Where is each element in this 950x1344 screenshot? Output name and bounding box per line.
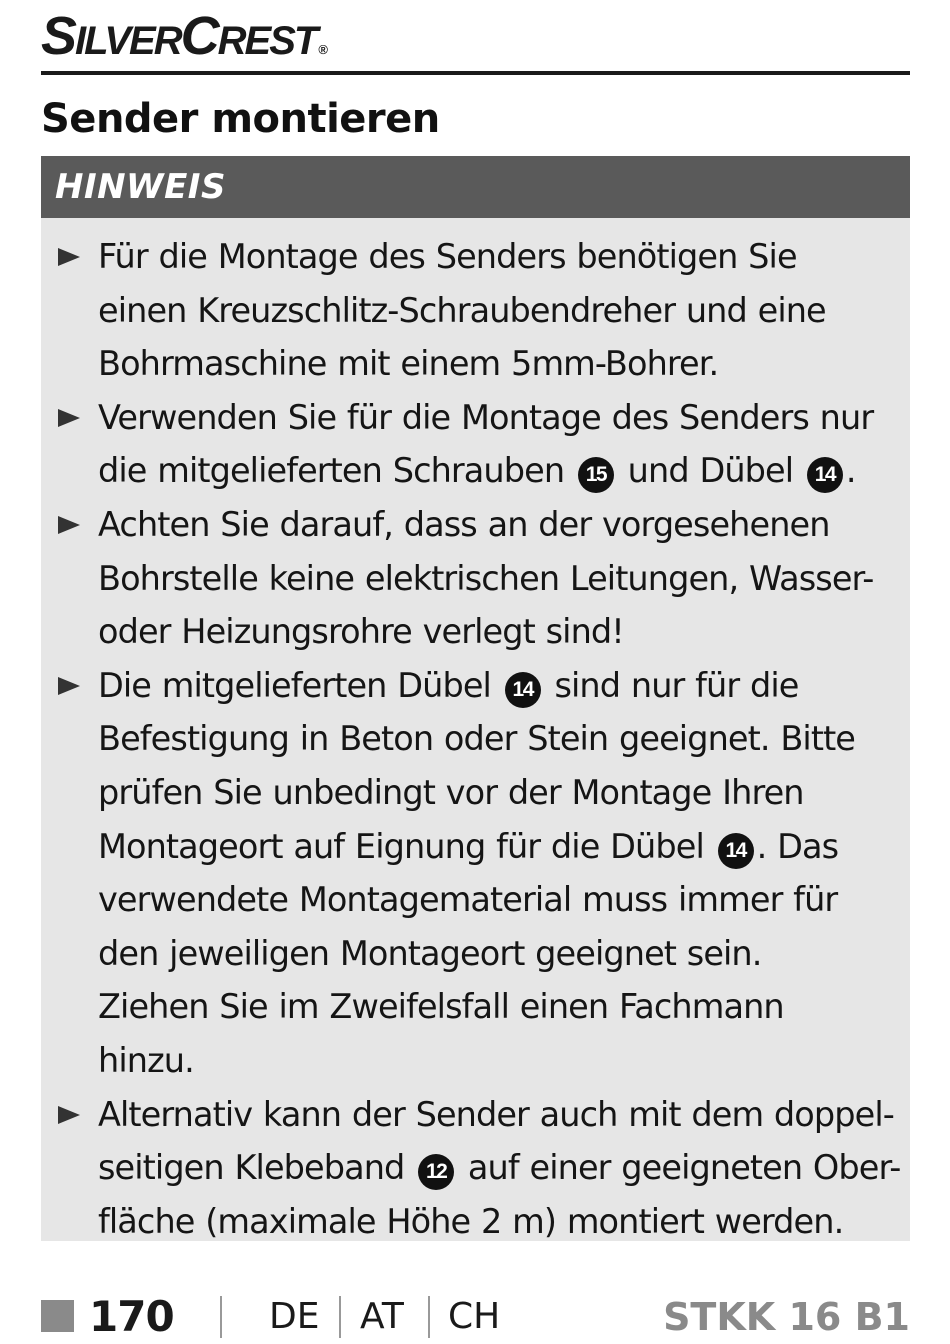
text-segment: verwendete Montagematerial muss immer für xyxy=(98,880,838,920)
text-segment: . Das xyxy=(756,826,839,866)
text-line xyxy=(98,337,900,391)
text-segment: Für die Montage des Senders benötigen Sie xyxy=(98,237,797,276)
text-line xyxy=(98,659,900,713)
text-line xyxy=(98,605,900,659)
text-segment: Achten Sie darauf, dass an der vorgesehenen xyxy=(98,504,830,544)
text-segment: den jeweiligen Montageort geeignet sein. xyxy=(98,933,762,973)
text-line xyxy=(98,1195,900,1249)
note-item-text xyxy=(98,659,900,1088)
text-line xyxy=(98,873,900,927)
part-number-badge: 14 xyxy=(718,833,754,869)
note-list-item xyxy=(41,230,900,391)
text-segment: Verwenden Sie für die Montage des Senders nur xyxy=(98,397,874,437)
text-line xyxy=(98,391,900,445)
text-line xyxy=(98,980,900,1034)
text-line xyxy=(98,1034,900,1088)
text-segment: oder Heizungsrohre verlegt sind! xyxy=(98,612,624,652)
text-segment: Bohrmaschine mit einem 5mm-Bohrer. xyxy=(98,344,719,384)
text-segment: seitigen Klebeband xyxy=(98,1148,416,1188)
brand-logo: SILVERCREST ® xyxy=(41,6,326,66)
text-segment: Befestigung in Beton oder Stein geeignet. Bitte xyxy=(98,719,856,759)
footer-divider xyxy=(220,1296,222,1338)
country-code: DE xyxy=(269,1296,320,1337)
text-segment: hinzu. xyxy=(98,1040,194,1080)
text-segment: Die mitgelieferten Dübel xyxy=(98,665,502,705)
note-item-text xyxy=(98,1088,900,1249)
model-number: STKK 16 B1 xyxy=(663,1295,910,1339)
text-line xyxy=(98,444,900,498)
footer-divider xyxy=(428,1296,430,1338)
note-heading: HINWEIS xyxy=(41,156,910,218)
text-line xyxy=(98,1088,900,1142)
footer-square-marker xyxy=(41,1300,74,1332)
text-segment: auf einer geeigneten Ober- xyxy=(457,1148,901,1188)
bullet-arrow-icon xyxy=(58,1106,80,1124)
note-list-item xyxy=(41,1088,900,1249)
country-code: CH xyxy=(448,1296,501,1337)
text-segment: Montageort auf Eignung für die Dübel xyxy=(98,826,715,866)
note-list xyxy=(41,218,910,1248)
text-line xyxy=(98,766,900,820)
text-line xyxy=(98,820,900,874)
text-line xyxy=(98,1141,900,1195)
section-title: Sender montieren xyxy=(41,96,440,142)
text-segment: Ziehen Sie im Zweifelsfall einen Fachmann xyxy=(98,987,784,1027)
note-list-item xyxy=(41,659,900,1088)
text-segment: fläche (maximale Höhe 2 m) montiert werden. xyxy=(98,1201,844,1241)
footer-divider xyxy=(339,1296,341,1338)
part-number-badge: 14 xyxy=(505,672,541,708)
note-list-item xyxy=(41,498,900,659)
header-rule xyxy=(41,71,910,75)
text-line xyxy=(98,498,900,552)
bullet-arrow-icon xyxy=(58,248,80,266)
text-line xyxy=(98,552,900,606)
text-segment: und Dübel xyxy=(616,451,804,491)
page-footer xyxy=(41,1290,910,1344)
text-segment: . xyxy=(845,451,856,491)
note-item-text xyxy=(98,391,900,498)
note-item-text xyxy=(98,230,900,391)
bullet-arrow-icon xyxy=(58,677,80,695)
note-list-item xyxy=(41,391,900,498)
part-number-badge: 15 xyxy=(578,457,614,493)
text-segment: Alternativ kann der Sender auch mit dem doppel- xyxy=(98,1094,894,1134)
text-segment: sind nur für die xyxy=(543,665,799,705)
text-segment: prüfen Sie unbedingt vor der Montage Ihren xyxy=(98,772,804,812)
text-line xyxy=(98,712,900,766)
text-segment: die mitgelieferten Schrauben xyxy=(98,451,575,491)
page-number: 170 xyxy=(89,1292,174,1341)
text-line xyxy=(98,230,900,284)
text-line xyxy=(98,927,900,981)
text-segment: einen Kreuzschlitz-Schraubendreher und eine xyxy=(98,290,826,330)
text-segment: Bohrstelle keine elektrischen Leitungen, Wasser- xyxy=(98,558,874,598)
part-number-badge: 14 xyxy=(807,457,843,493)
part-number-badge: 12 xyxy=(418,1154,454,1190)
bullet-arrow-icon xyxy=(58,516,80,534)
note-item-text xyxy=(98,498,900,659)
country-code: AT xyxy=(360,1296,404,1337)
registered-mark: ® xyxy=(318,42,326,57)
text-line xyxy=(98,284,900,338)
note-box xyxy=(41,156,910,1241)
bullet-arrow-icon xyxy=(58,409,80,427)
